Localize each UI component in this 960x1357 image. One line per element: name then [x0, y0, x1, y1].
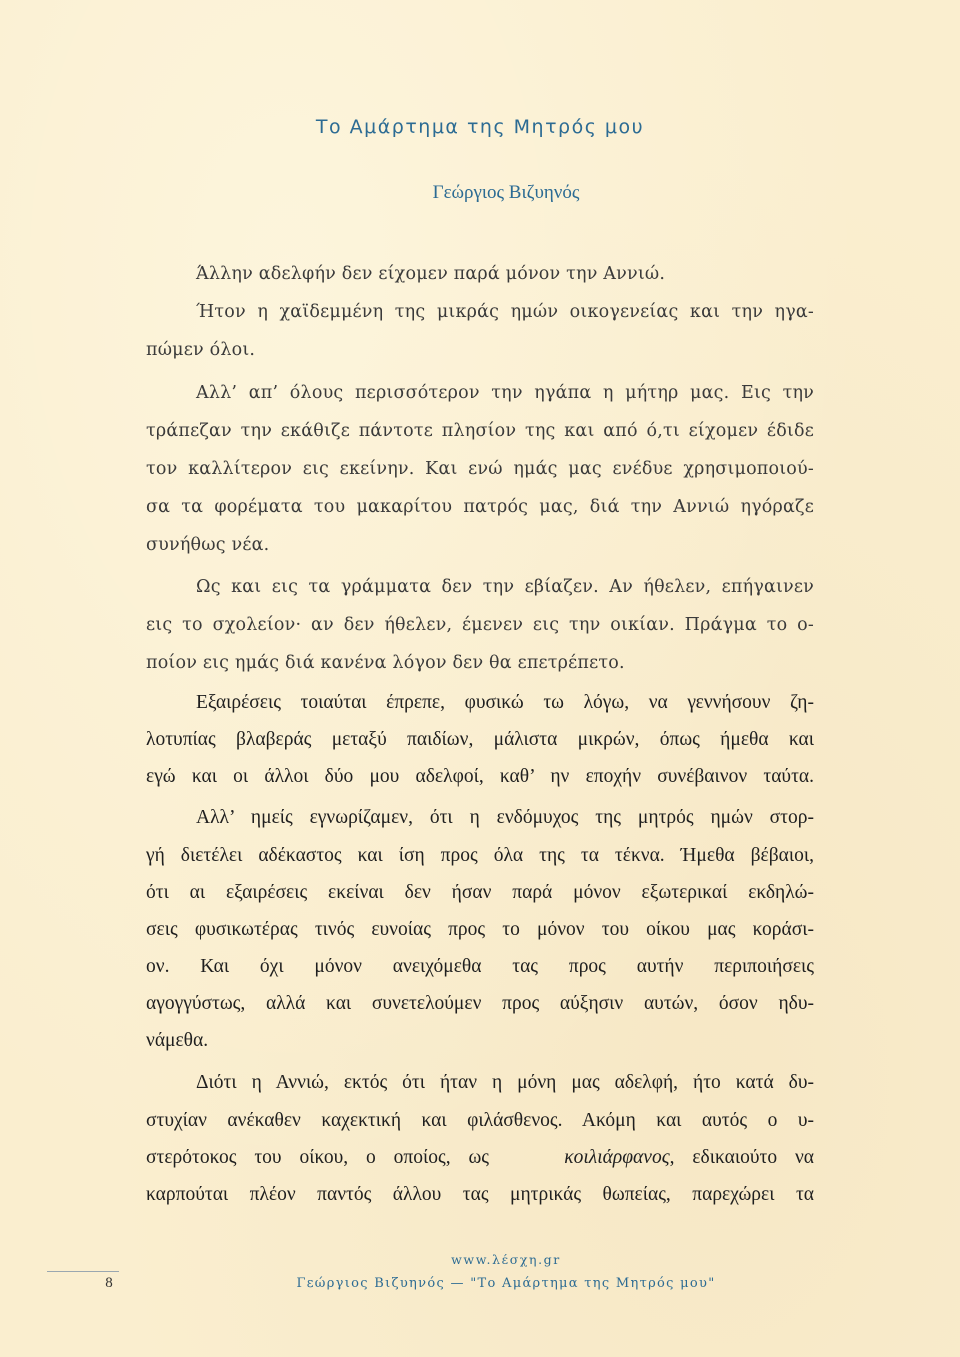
text-line: συνήθως νέα.	[146, 535, 270, 555]
text-line: ον. Και όχι μόνον ανειχόμεθα τας προς αυτήν περιποιήσεις	[146, 956, 814, 977]
text-line: Εξαιρέσεις τοιαύται έπρεπε, φυσικώ τω λόγω, να γεννήσουν ζη-	[196, 692, 814, 713]
text-line: Αλλ’ απ’ όλους περισσότερον την ηγάπα η μήτηρ μας. Εις την	[196, 383, 814, 403]
text-line: νάμεθα.	[146, 1030, 209, 1051]
text-line: αγογγύστως, αλλά και συνετελούμεν προς αύξησιν αυτών, όσον ηδυ-	[146, 993, 814, 1014]
text-line: ποίον εις ημάς διά κανένα λόγον δεν θα επετρέπετο.	[146, 653, 625, 673]
footer-site: www.λέσχη.gr	[451, 1252, 561, 1267]
text-line: σεις φυσικωτέρας τινός ευνοίας προς το μόνον του οίκου μας κοράσι-	[146, 919, 814, 940]
text-segment	[146, 1147, 564, 1169]
footer-divider	[47, 1271, 119, 1272]
text-run: , εδικαιούτο να	[669, 1147, 814, 1168]
text-line: Ήτον η χαϊδεμμένη της μικράς ημών οικογενείας και την ηγα-	[196, 302, 814, 322]
text-line: τράπεζαν την εκάθιζε πάντοτε πλησίον της και από ό,τι είχομεν έδιδε	[146, 421, 814, 441]
text-line: καρπούται πλέον παντός άλλου τας μητρικάς θωπείας, παρεχώρει τα	[146, 1184, 814, 1205]
text-line	[146, 1147, 814, 1169]
text-line: στυχίαν ανέκαθεν καχεκτική και φιλάσθενος. Ακόμη και αυτός ο υ-	[146, 1110, 814, 1131]
text-line: Αλλ’ ημείς εγνωρίζαμεν, ότι η ενδόμυχος της μητρός ημών στορ-	[196, 807, 814, 828]
text-line: Διότι η Αννιώ, εκτός ότι ήταν η μόνη μας αδελφή, ήτο κατά δυ-	[196, 1072, 814, 1093]
text-line: εγώ και οι άλλοι δύο μου αδελφοί, καθ’ ην εποχήν συνέβαινον ταύτα.	[146, 766, 814, 787]
text-line: γή διετέλει αδέκαστος και ίση προς όλα της τα τέκνα. Ήμεθα βέβαιοι,	[146, 845, 814, 866]
text-line: εις το σχολείον· αν δεν ήθελεν, έμενεν εις την οικίαν. Πράγμα το ο-	[146, 615, 814, 635]
text-line: λοτυπίας βλαβεράς μεταξύ παιδίων, μάλιστα μικρών, όπως ήμεθα και	[146, 729, 814, 750]
text-line: Ως και εις τα γράμματα δεν την εβίαζεν. Αν ήθελεν, επήγαινεν	[196, 577, 814, 597]
text-line: σα τα φορέματα του μακαρίτου πατρός μας, διά την Αννιώ ηγόραζε	[146, 497, 814, 517]
text-line: Άλλην αδελφήν δεν είχομεν παρά μόνον την Αννιώ.	[196, 264, 666, 284]
italic-word: κοιλιάρφανος	[564, 1147, 670, 1168]
text-line: πώμεν όλοι.	[146, 340, 256, 360]
document-author: Γεώργιος Βιζυηνός	[432, 182, 580, 203]
document-title: Το Αμάρτημα της Μητρός μου	[315, 116, 645, 138]
text-line: ότι αι εξαιρέσεις εκείναι δεν ήσαν παρά μόνον εξωτερικαί εκδηλώ-	[146, 882, 814, 903]
footer-reference: Γεώργιος Βιζυηνός — "Το Αμάρτημα της Μητρός μου"	[296, 1276, 716, 1291]
text-run: στερότοκος του οίκου, ο οποίος, ως	[146, 1147, 507, 1168]
page-number: 8	[105, 1275, 113, 1291]
text-line: τον καλλίτερον εις εκείνην. Και ενώ ημάς μας ενέδυε χρησιμοποιού-	[146, 459, 814, 479]
